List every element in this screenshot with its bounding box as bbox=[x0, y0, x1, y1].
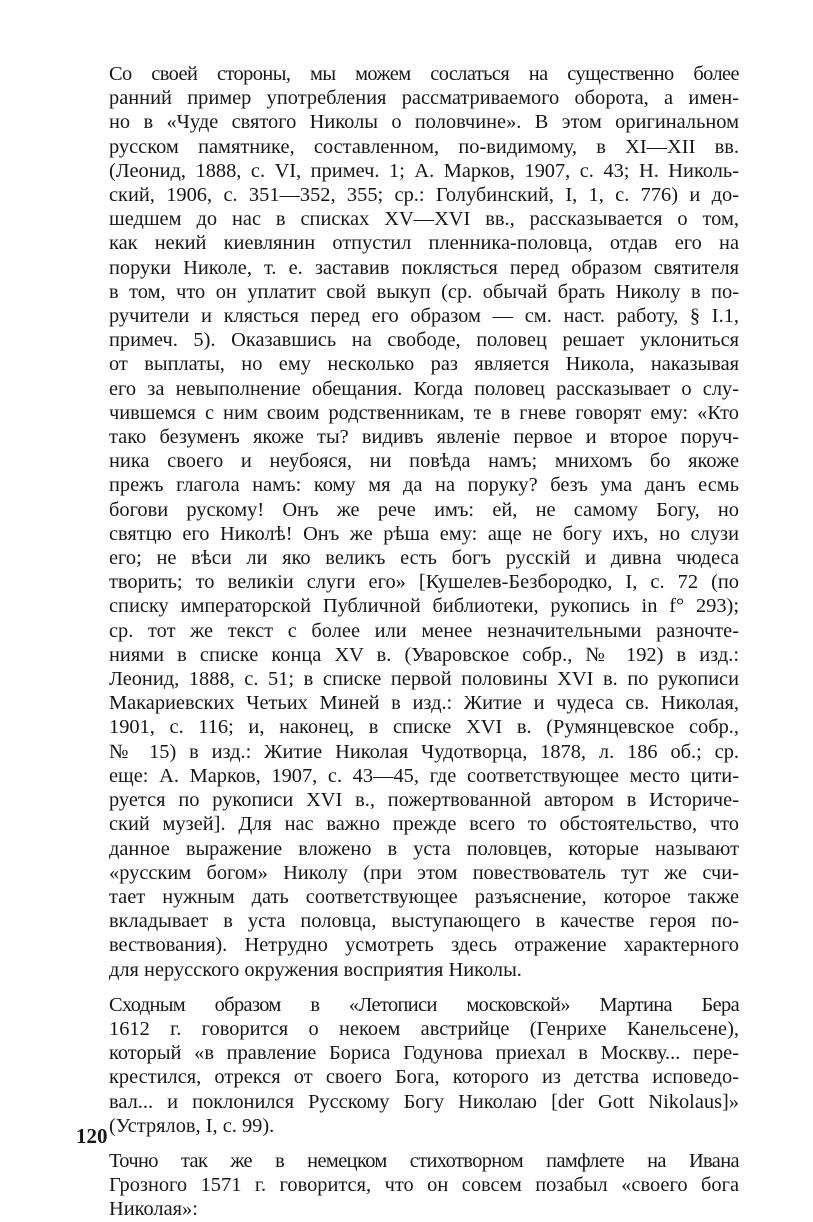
text-line: руется по рукописи XVI в., пожертвованной автором в Историче- bbox=[109, 789, 739, 812]
text-line: еще: А. Марков, 1907, с. 43—45, где соответствующее место цити- bbox=[109, 764, 739, 787]
paragraph-3 bbox=[76, 1149, 739, 1222]
text-line: Грозного 1571 г. говорится, что он совсем позабыл «своего бога bbox=[109, 1174, 739, 1197]
text-line: русском памятнике, составленном, по-видимому, в XI—XII вв. bbox=[109, 135, 739, 158]
text-line: богови рускому! Онъ же рече имъ: ей, не самому Богу, но bbox=[109, 498, 739, 521]
text-line: творить; то великіи слуги его» [Кушелев-Безбородко, I, с. 72 (по bbox=[109, 571, 739, 594]
text-line: Точно так же в немецком стихотворном памфлете на Ивана bbox=[109, 1149, 739, 1172]
text-line: «русским богом» Николу (при этом повествователь тут же счи- bbox=[109, 861, 739, 884]
text-line: но в «Чуде святого Николы о половчине». В этом оригинальном bbox=[109, 111, 739, 134]
text-line: Сходным образом в «Летописи московской» Мартина Бера bbox=[109, 993, 739, 1016]
text-line: от выплаты, но ему несколько раз является Никола, наказывая bbox=[109, 353, 739, 376]
text-line: списку императорской Публичной библиотеки, рукопись in f° 293); bbox=[109, 595, 739, 618]
text-line: святцю его Николѣ! Онъ же рѣша ему: аще не богу ихъ, но слузи bbox=[109, 522, 739, 545]
text-line: ср. тот же текст с более или менее незначительными разночте- bbox=[109, 619, 739, 642]
text-line: Макариевских Четьих Миней в изд.: Житие и чудеса св. Николая, bbox=[109, 692, 739, 715]
page-number: 120 bbox=[76, 1124, 108, 1148]
text-line: данное выражение вложено в уста половцев, которые называют bbox=[109, 837, 739, 860]
text-line: ника своего и неубояся, ни повѣда намъ; мнихомъ бо якоже bbox=[109, 450, 739, 473]
text-line: Николая»: bbox=[109, 1198, 198, 1221]
text-line: для нерусского окружения восприятия Николы. bbox=[109, 958, 522, 981]
text-line: шедшем до нас в списках XV—XVI вв., рассказывается о том, bbox=[109, 208, 739, 231]
text-line: Со своей стороны, мы можем сослаться на существенно более bbox=[109, 63, 739, 85]
text-line: № 15) в изд.: Житие Николая Чудотворца, 1878, л. 186 об.; ср. bbox=[109, 740, 739, 763]
paragraph-1 bbox=[76, 62, 739, 982]
text-line: тает нужным дать соответствующее разъяснение, которое также bbox=[109, 885, 739, 908]
text-line: который «в правление Бориса Годунова приехал в Москву... пере- bbox=[109, 1042, 739, 1065]
text-line: его; не вѣси ли яко великъ есть богъ русскій и дивна чюдеса bbox=[109, 547, 739, 570]
text-line: ранний пример употребления рассматриваемого оборота, а имен- bbox=[109, 87, 739, 110]
text-line: чившемся с ним своим родственникам, те в гневе говорят ему: «Кто bbox=[109, 401, 739, 424]
text-line: вал... и поклонился Русскому Богу Николаю [der Gott Nikolaus]» bbox=[109, 1090, 739, 1113]
text-line: тако безуменъ якоже ты? видивъ явленіе первое и второе поруч- bbox=[109, 426, 739, 449]
text-line: как некий киевлянин отпустил пленника-половца, отдав его на bbox=[109, 232, 739, 255]
text-line: ский, 1906, с. 351—352, 355; ср.: Голубинский, I, 1, с. 776) и до- bbox=[109, 184, 739, 207]
paragraph-2 bbox=[76, 993, 739, 1138]
text-line: (Устрялов, I, с. 99). bbox=[109, 1114, 275, 1137]
page-body bbox=[76, 62, 739, 1222]
text-line: ручители и клясться перед его образом — см. наст. работу, § I.1, bbox=[109, 305, 739, 328]
text-line: 1901, с. 116; и, наконец, в списке XVI в. (Румянцевское собр., bbox=[109, 716, 739, 739]
text-line: ский музей]. Для нас важно прежде всего то обстоятельство, что bbox=[109, 813, 739, 836]
text-line: вествования). Нетрудно усмотреть здесь отражение характерного bbox=[109, 934, 739, 957]
text-line: крестился, отрекся от своего Бога, которого из детства исповедо- bbox=[109, 1066, 739, 1089]
text-line: прежъ глагола намъ: кому мя да на поруку? безъ ума данъ есмь bbox=[109, 474, 739, 497]
text-line: в том, что он уплатит свой выкуп (ср. обычай брать Николу в по- bbox=[109, 280, 739, 303]
text-line: поруки Николе, т. е. заставив поклясться перед образом святителя bbox=[109, 256, 739, 279]
text-line: его за невыполнение обещания. Когда половец рассказывает о слу- bbox=[109, 377, 739, 400]
text-line: Леонид, 1888, с. 51; в списке первой половины XVI в. по рукописи bbox=[109, 668, 739, 691]
text-line: ниями в списке конца XV в. (Уваровское собр., № 192) в изд.: bbox=[109, 643, 739, 666]
text-line: (Леонид, 1888, с. VI, примеч. 1; А. Марков, 1907, с. 43; Н. Николь- bbox=[109, 159, 739, 182]
text-line: 1612 г. говорится о некоем австрийце (Генрихе Канельсене), bbox=[109, 1017, 739, 1040]
text-line: вкладывает в уста половца, выступающего в качестве героя по- bbox=[109, 910, 739, 933]
text-line: примеч. 5). Оказавшись на свободе, половец решает уклониться bbox=[109, 329, 739, 352]
